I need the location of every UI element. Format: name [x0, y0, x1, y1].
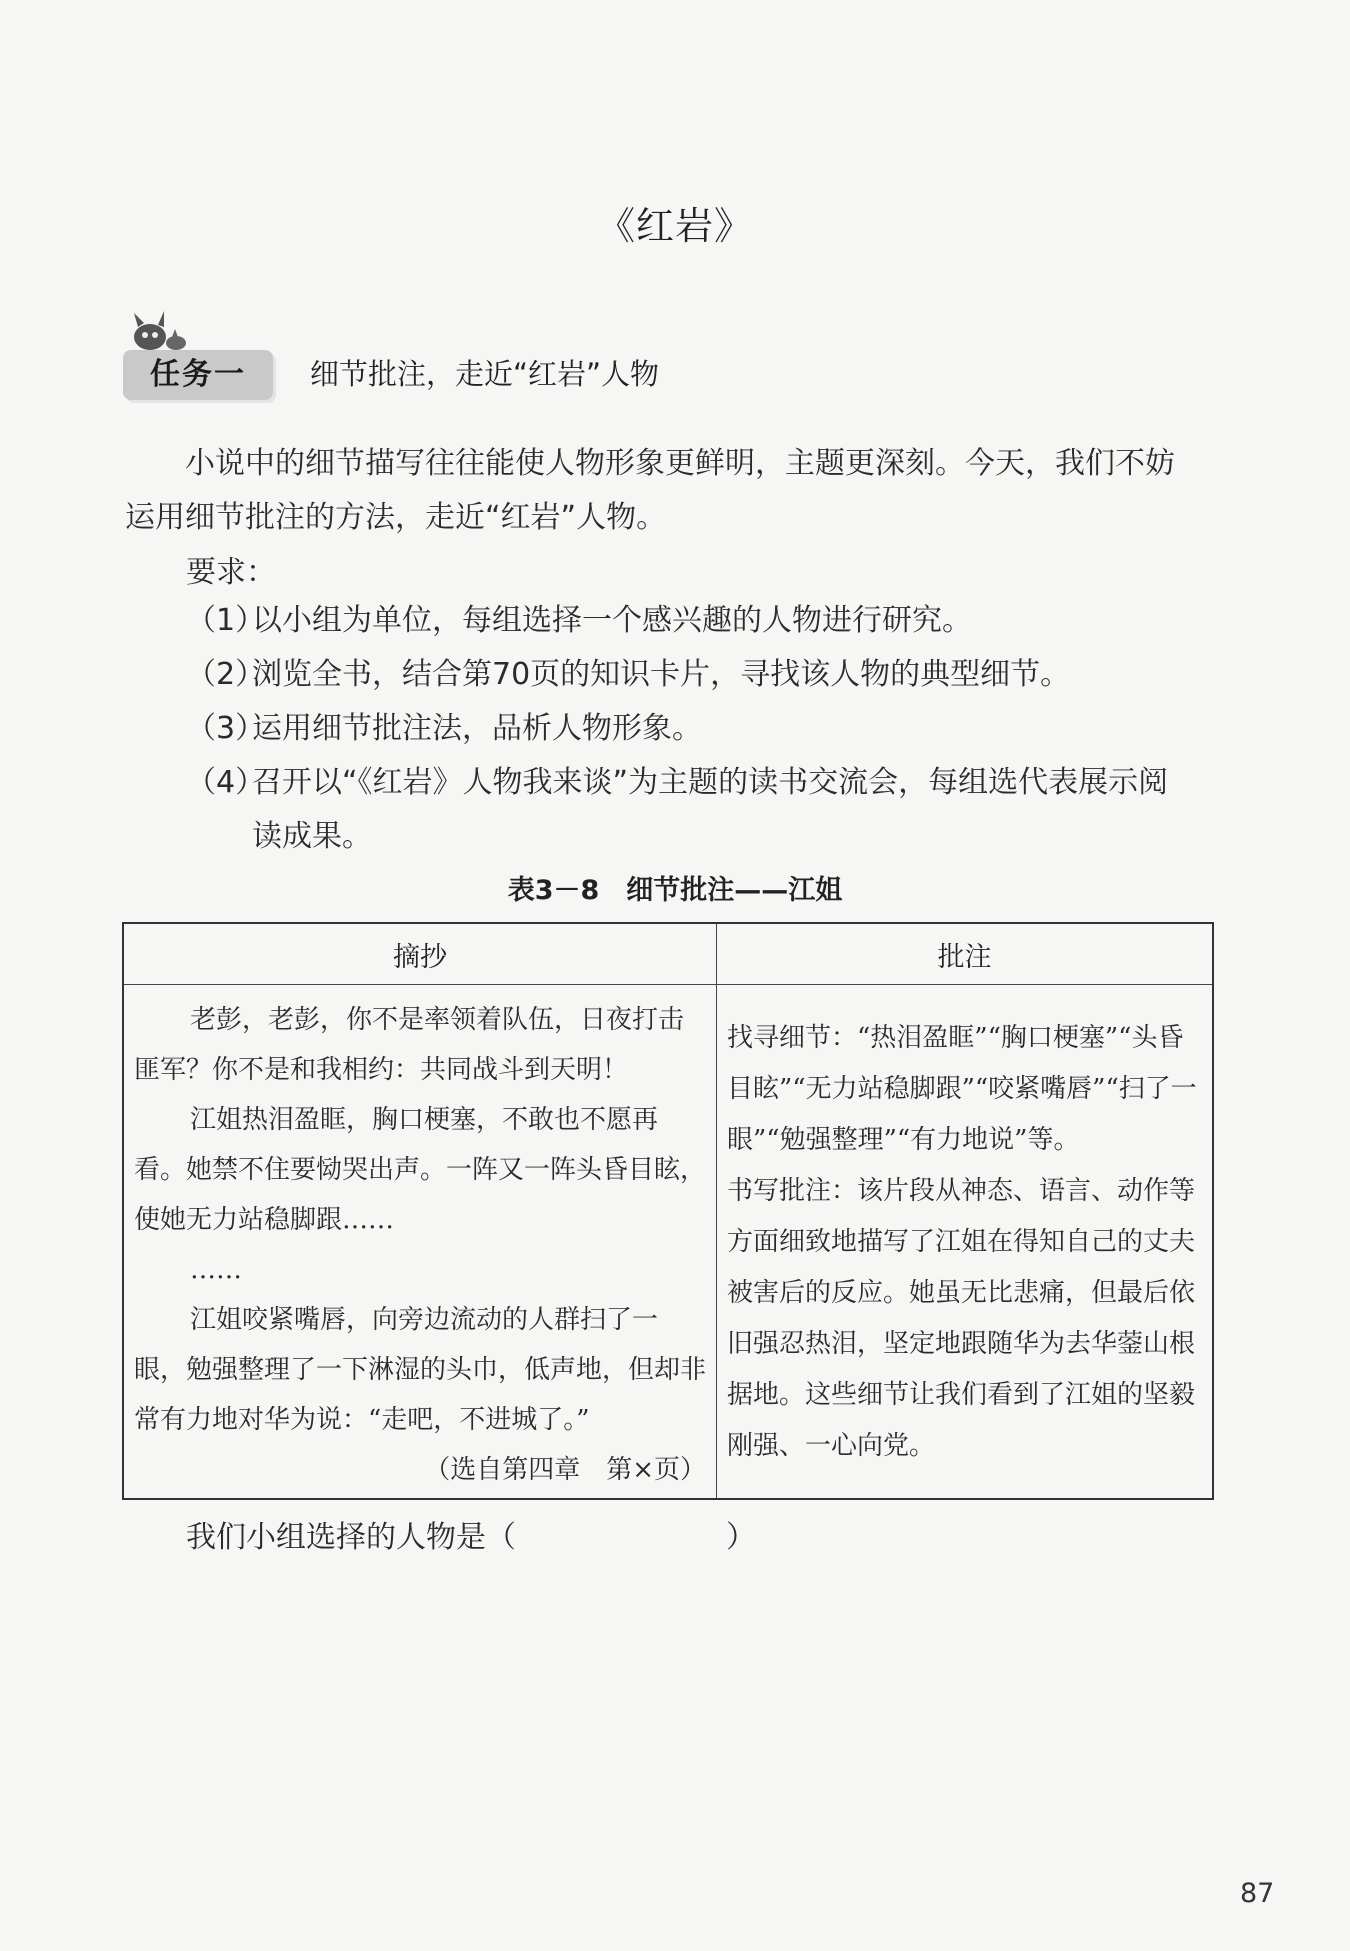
requirement-number: （1）	[186, 603, 266, 638]
table-row	[123, 985, 1213, 1500]
answer-prompt: 我们小组选择的人物是（ ）	[186, 1520, 756, 1555]
requirement-item	[186, 648, 1216, 702]
requirements-label: 要求：	[186, 555, 276, 590]
cartoon-mascot-icon	[128, 305, 188, 355]
requirement-number: （2）	[186, 657, 266, 692]
intro-paragraph	[125, 437, 1215, 545]
requirement-text-continued: 读成果。	[252, 819, 372, 854]
requirement-number: （3）	[186, 711, 266, 746]
requirement-text: 以小组为单位，每组选择一个感兴趣的人物进行研究。	[252, 603, 972, 638]
task-badge-label: 任务一	[150, 357, 246, 392]
task-heading: 细节批注，走近“红岩”人物	[310, 357, 660, 391]
requirement-text: 浏览全书，结合第70页的知识卡片，寻找该人物的典型细节。	[252, 657, 1071, 692]
annotation-table	[122, 922, 1214, 1500]
requirement-item	[186, 702, 1216, 756]
excerpt-cell	[123, 985, 717, 1500]
header-excerpt: 摘抄	[123, 923, 717, 985]
annotation-commentary: 书写批注：该片段从神态、语言、动作等方面细致地描写了江姐在得知自己的丈夫被害后的反应。她虽无比悲痛，但最后依旧强忍热泪，坚定地跟随华为去华蓥山根据地。这些细节让我们看到了江姐的坚毅刚强、一心向党。	[727, 1176, 1196, 1461]
excerpt-source: （选自第四章 第×页）	[424, 1455, 706, 1485]
header-annotation: 批注	[717, 923, 1214, 985]
table-header-row	[123, 923, 1213, 985]
task-badge	[123, 350, 273, 400]
page-number: 87	[1240, 1878, 1275, 1909]
requirement-text: 运用细节批注法，品析人物形象。	[252, 711, 702, 746]
excerpt-ellipsis: ……	[190, 1255, 242, 1285]
requirement-item	[186, 756, 1216, 864]
table-caption: 表3－8 细节批注——江姐	[507, 875, 843, 906]
intro-line-2: 运用细节批注的方法，走近“红岩”人物。	[125, 500, 667, 535]
requirement-number: （4）	[186, 765, 266, 800]
intro-line-1: 小说中的细节描写往往能使人物形象更鲜明，主题更深刻。今天，我们不妨	[185, 446, 1175, 481]
page-title: 《红岩》	[596, 204, 753, 248]
annotation-details: 找寻细节：“热泪盈眶”“胸口梗塞”“头昏目眩”“无力站稳脚跟”“咬紧嘴唇”“扫了一眼”“勉强整理”“有力地说”等。	[727, 1023, 1197, 1155]
excerpt-paragraph: 江姐热泪盈眶，胸口梗塞，不敢也不愿再看。她禁不住要恸哭出声。一阵又一阵头昏目眩，使她无力站稳脚跟……	[134, 1105, 707, 1235]
excerpt-paragraph: 老彭，老彭，你不是率领着队伍，日夜打击匪军？你不是和我相约：共同战斗到天明！	[134, 1005, 685, 1085]
excerpt-paragraph: 江姐咬紧嘴唇，向旁边流动的人群扫了一眼，勉强整理了一下淋湿的头巾，低声地，但却非常有力地对华为说：“走吧，不进城了。”	[134, 1305, 707, 1435]
requirement-text: 召开以“《红岩》人物我来谈”为主题的读书交流会，每组选代表展示阅	[252, 765, 1169, 800]
annotation-cell	[717, 985, 1214, 1500]
requirement-item	[186, 594, 1216, 648]
